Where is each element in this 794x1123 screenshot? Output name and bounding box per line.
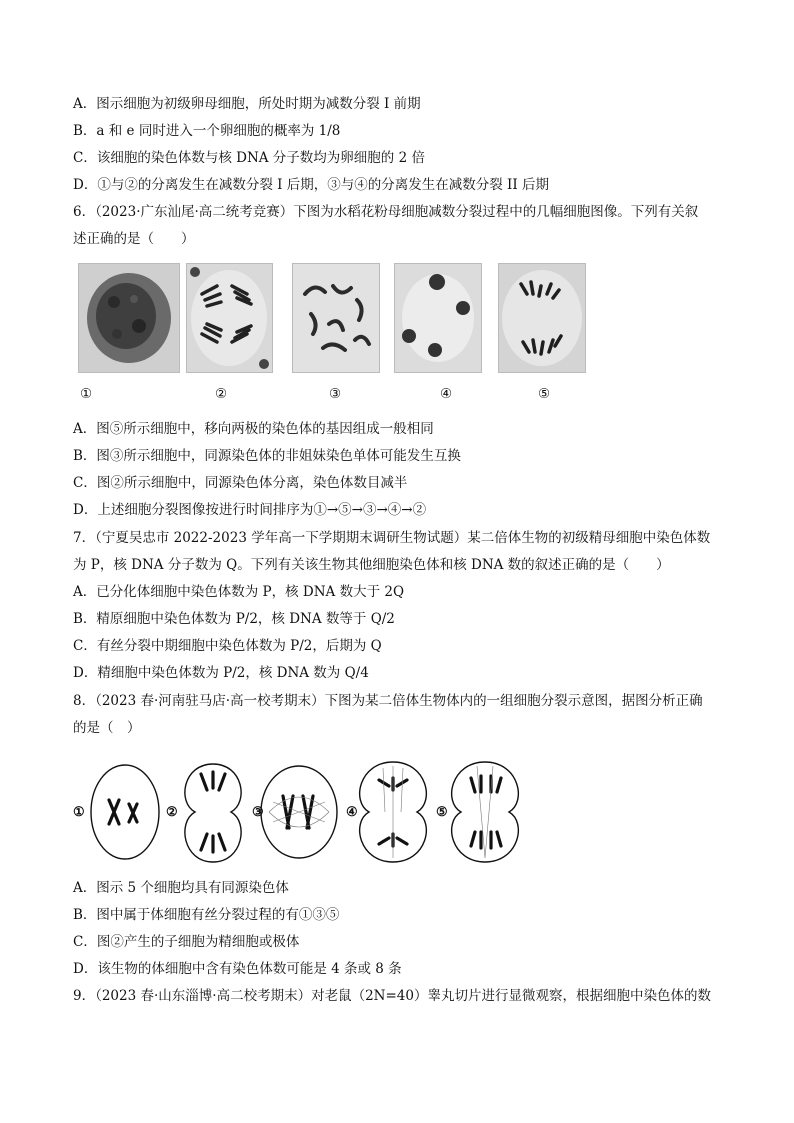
micrograph-5	[498, 263, 586, 373]
diagram-label-1: ①	[73, 805, 85, 820]
diagram-label-3: ③	[252, 805, 264, 820]
image-label-4: ④	[440, 386, 453, 402]
q7-stem-line1: 7．（宁夏吴忠市 2022-2023 学年高一下学期期末调研生物试题）某二倍体生物的初级精母细胞中染色体数	[73, 530, 711, 546]
image-label-2: ②	[215, 386, 228, 402]
q6-option-d: D．上述细胞分裂图像按进行时间排序为①→⑤→③→④→②	[73, 502, 427, 518]
q6-stem-line2: 述正确的是（ ）	[73, 231, 195, 247]
q7-option-c: C．有丝分裂中期细胞中染色体数为 P/2，后期为 Q	[73, 638, 382, 654]
q8-stem-line1: 8．（2023 春·河南驻马店·高一校考期末）下图为某二倍体生物体内的一组细胞分裂示意图，据图分析正确	[73, 693, 703, 709]
image-label-3: ③	[329, 386, 342, 402]
q6-option-a: A．图⑤所示细胞中，移向两极的染色体的基因组成一般相同	[73, 421, 434, 437]
q7-option-d: D．精细胞中染色体数为 P/2，核 DNA 数为 Q/4	[73, 665, 369, 681]
q5-option-a: A．图示细胞为初级卵母细胞，所处时期为减数分裂 I 前期	[73, 96, 421, 112]
micrograph-3	[292, 263, 380, 373]
q9-stem-line1: 9．（2023 春·山东淄博·高二校考期末）对老鼠（2N=40）睾丸切片进行显微观察，根据细胞中染色体的数	[73, 988, 711, 1004]
q8-option-a: A．图示 5 个细胞均具有同源染色体	[73, 880, 289, 896]
q6-option-c: C．图②所示细胞中，同源染色体分离，染色体数目减半	[73, 475, 408, 491]
q6-option-b: B．图③所示细胞中，同源染色体的非姐妹染色单体可能发生互换	[73, 448, 461, 464]
q8-stem-line2: 的是（ ）	[73, 720, 141, 736]
micrograph-1	[78, 263, 180, 373]
q8-option-b: B．图中属于体细胞有丝分裂过程的有①③⑤	[73, 907, 340, 923]
q8-option-c: C．图②产生的子细胞为精细胞或极体	[73, 934, 300, 950]
q6-stem-line1: 6．（2023·广东汕尾·高二统考竞赛）下图为水稻花粉母细胞减数分裂过程中的几幅细胞图像。下列有关叙	[73, 204, 699, 220]
image-label-5: ⑤	[538, 386, 551, 402]
cell-1	[91, 765, 159, 859]
q7-option-a: A．已分化体细胞中染色体数为 P，核 DNA 数大于 2Q	[73, 584, 405, 600]
micrograph-4	[394, 263, 482, 373]
cell-division-diagram	[73, 752, 533, 870]
q8-option-d: D．该生物的体细胞中含有染色体数可能是 4 条或 8 条	[73, 961, 402, 977]
q5-option-b: B．a 和 e 同时进入一个卵细胞的概率为 1/8	[73, 123, 341, 139]
diagram-label-2: ②	[166, 805, 178, 820]
diagram-label-5: ⑤	[436, 805, 448, 820]
q5-option-c: C．该细胞的染色体数与核 DNA 分子数均为卵细胞的 2 倍	[73, 150, 425, 166]
image-label-1: ①	[80, 386, 93, 402]
diagram-label-4: ④	[346, 805, 358, 820]
q7-option-b: B．精原细胞中染色体数为 P/2，核 DNA 数等于 Q/2	[73, 611, 395, 627]
micrograph-2	[186, 263, 273, 373]
q5-option-d: D．①与②的分离发生在减数分裂 I 后期，③与④的分离发生在减数分裂 II 后期	[73, 177, 549, 193]
cell-5	[452, 762, 519, 862]
q7-stem-line2: 为 P，核 DNA 分子数为 Q。下列有关该生物其他细胞染色体和核 DNA 数的叙述正确的是（ ）	[73, 557, 670, 573]
